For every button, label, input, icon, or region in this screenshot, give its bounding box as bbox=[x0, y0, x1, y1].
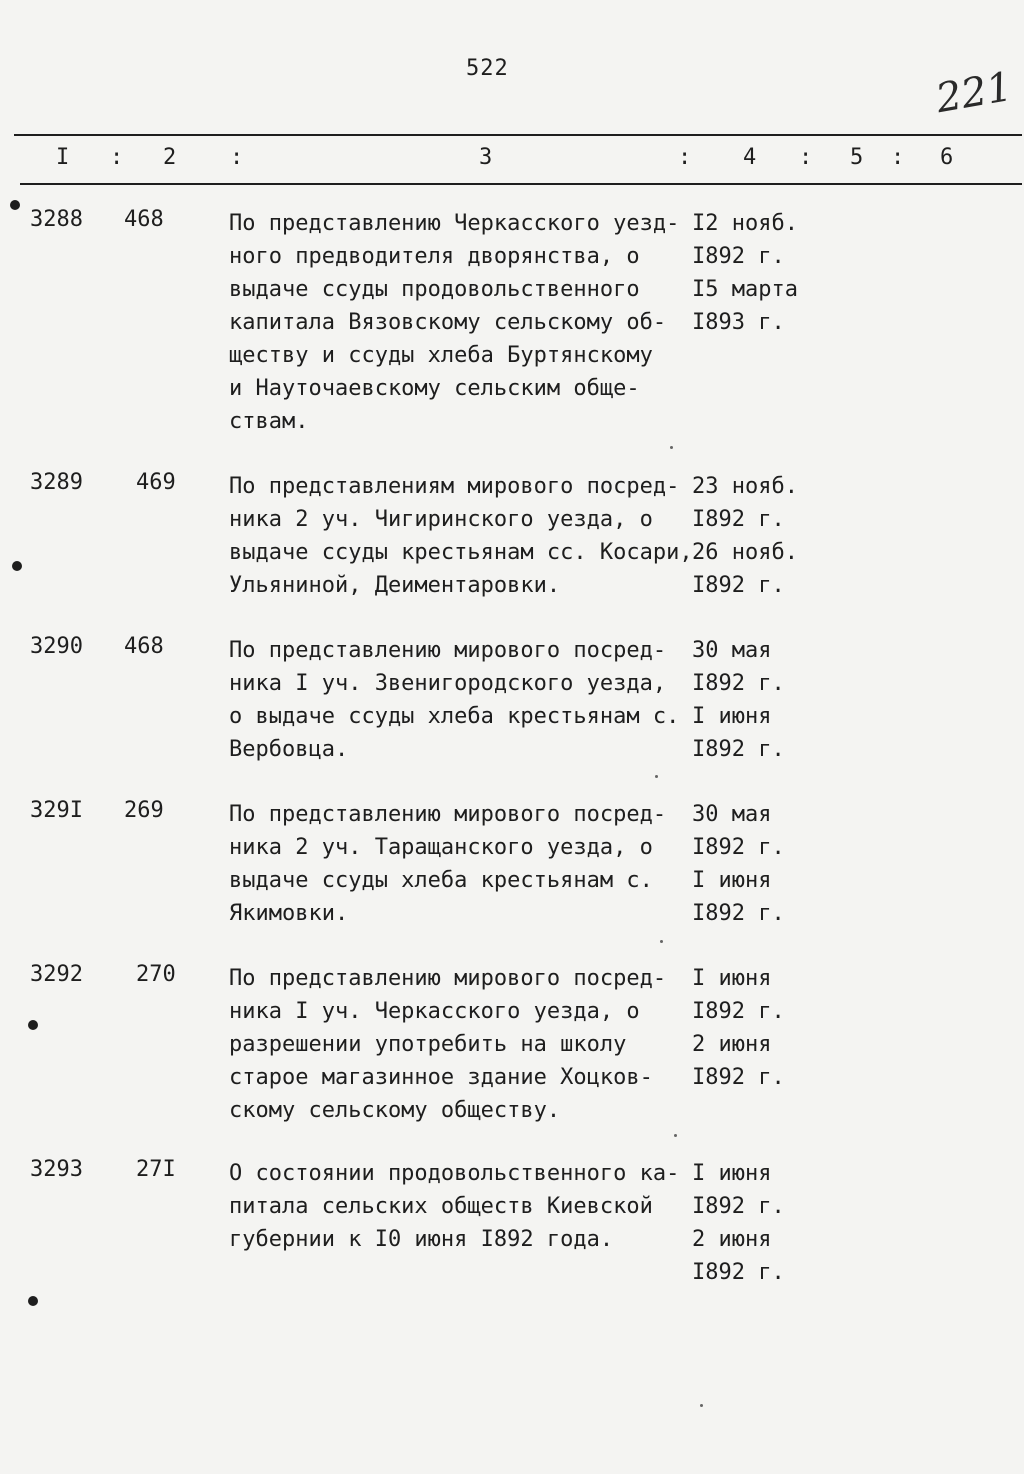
entry-description bbox=[229, 207, 689, 438]
date-line: I892 г. bbox=[692, 244, 785, 269]
date-line: I июня bbox=[692, 1161, 772, 1186]
entry-description bbox=[229, 470, 693, 602]
date-line: I июня bbox=[692, 868, 772, 893]
archive-number: 221 bbox=[932, 63, 1016, 123]
description-line: капитала Вязовскому сельскому об- bbox=[229, 310, 667, 335]
date-line: 30 мая bbox=[692, 638, 772, 663]
description-line: выдаче ссуды крестьянам сс. Косари, bbox=[229, 540, 693, 565]
binder-hole-mark bbox=[28, 1296, 38, 1306]
column-header-3: 3 bbox=[479, 145, 493, 170]
entry-number: 3288 bbox=[30, 207, 83, 232]
date-line: 26 нояб. bbox=[692, 540, 798, 565]
description-line: питала сельских обществ Киевской bbox=[229, 1194, 653, 1219]
description-line: губернии к I0 июня I892 года. bbox=[229, 1227, 614, 1252]
description-line: о выдаче ссуды хлеба крестьянам с. bbox=[229, 704, 680, 729]
header-rule-bottom bbox=[20, 183, 1022, 185]
date-line: I2 нояб. bbox=[692, 211, 798, 236]
date-line: I892 г. bbox=[692, 507, 785, 532]
description-line: Ульяниной, Деиментаровки. bbox=[229, 573, 561, 598]
entry-dates bbox=[692, 798, 832, 930]
ink-speck bbox=[655, 775, 658, 778]
date-line: I892 г. bbox=[692, 1065, 785, 1090]
entry-dates bbox=[692, 962, 832, 1094]
date-line: 23 нояб. bbox=[692, 474, 798, 499]
sheet-number: 469 bbox=[136, 470, 176, 495]
description-line: По представлению мирового посред- bbox=[229, 638, 667, 663]
entry-description bbox=[229, 962, 689, 1127]
column-header-4: 4 bbox=[743, 145, 757, 170]
column-separator: : bbox=[678, 145, 692, 170]
column-header-1: I bbox=[56, 145, 70, 170]
column-separator: : bbox=[230, 145, 244, 170]
binder-hole-mark bbox=[28, 1020, 38, 1030]
description-line: О состоянии продовольственного ка- bbox=[229, 1161, 680, 1186]
entry-description bbox=[229, 798, 689, 930]
entry-dates bbox=[692, 207, 832, 339]
description-line: ника 2 уч. Таращанского уезда, о bbox=[229, 835, 653, 860]
date-line: I892 г. bbox=[692, 1194, 785, 1219]
description-line: По представлению мирового посред- bbox=[229, 966, 667, 991]
description-line: Якимовки. bbox=[229, 901, 349, 926]
binder-hole-mark bbox=[10, 200, 20, 210]
entry-dates bbox=[692, 1157, 832, 1289]
description-line: По представлению мирового посред- bbox=[229, 802, 667, 827]
ink-speck bbox=[700, 1404, 703, 1407]
date-line: I893 г. bbox=[692, 310, 785, 335]
column-header-6: 6 bbox=[940, 145, 954, 170]
description-line: ника 2 уч. Чигиринского уезда, о bbox=[229, 507, 653, 532]
date-line: I892 г. bbox=[692, 835, 785, 860]
description-line: По представлению Черкасского уезд- bbox=[229, 211, 680, 236]
date-line: I892 г. bbox=[692, 999, 785, 1024]
date-line: 2 июня bbox=[692, 1032, 772, 1057]
description-line: выдаче ссуды хлеба крестьянам с. bbox=[229, 868, 653, 893]
description-line: По представлениям мирового посред- bbox=[229, 474, 680, 499]
entry-dates bbox=[692, 470, 832, 602]
date-line: I892 г. bbox=[692, 901, 785, 926]
page-number: 522 bbox=[466, 56, 509, 81]
entry-number: 3290 bbox=[30, 634, 83, 659]
entry-description bbox=[229, 634, 689, 766]
sheet-number: 468 bbox=[124, 207, 164, 232]
entry-number: 3292 bbox=[30, 962, 83, 987]
ink-speck bbox=[660, 940, 663, 943]
description-line: и Науточаевскому сельским обще- bbox=[229, 376, 640, 401]
entry-number: 3289 bbox=[30, 470, 83, 495]
description-line: ного предводителя дворянства, о bbox=[229, 244, 640, 269]
column-separator: : bbox=[891, 145, 905, 170]
date-line: I892 г. bbox=[692, 1260, 785, 1285]
column-separator: : bbox=[110, 145, 124, 170]
sheet-number: 269 bbox=[124, 798, 164, 823]
ink-speck bbox=[674, 1134, 677, 1137]
entry-number: 329I bbox=[30, 798, 83, 823]
sheet-number: 27I bbox=[136, 1157, 176, 1182]
date-line: I892 г. bbox=[692, 573, 785, 598]
description-line: ника I уч. Звенигородского уезда, bbox=[229, 671, 667, 696]
header-rule-top bbox=[14, 134, 1022, 136]
date-line: 30 мая bbox=[692, 802, 772, 827]
date-line: I5 марта bbox=[692, 277, 798, 302]
date-line: I июня bbox=[692, 704, 772, 729]
entry-description bbox=[229, 1157, 689, 1256]
description-line: выдаче ссуды продовольственного bbox=[229, 277, 640, 302]
description-line: ществу и ссуды хлеба Буртянскому bbox=[229, 343, 653, 368]
description-line: разрешении употребить на школу bbox=[229, 1032, 627, 1057]
entry-dates bbox=[692, 634, 832, 766]
description-line: ствам. bbox=[229, 409, 309, 434]
column-header-5: 5 bbox=[850, 145, 864, 170]
date-line: 2 июня bbox=[692, 1227, 772, 1252]
sheet-number: 468 bbox=[124, 634, 164, 659]
ink-speck bbox=[670, 446, 673, 449]
sheet-number: 270 bbox=[136, 962, 176, 987]
date-line: I892 г. bbox=[692, 671, 785, 696]
date-line: I июня bbox=[692, 966, 772, 991]
entry-number: 3293 bbox=[30, 1157, 83, 1182]
description-line: скому сельскому обществу. bbox=[229, 1098, 561, 1123]
column-header-2: 2 bbox=[163, 145, 177, 170]
date-line: I892 г. bbox=[692, 737, 785, 762]
description-line: Вербовца. bbox=[229, 737, 349, 762]
binder-hole-mark bbox=[12, 561, 22, 571]
description-line: ника I уч. Черкасского уезда, о bbox=[229, 999, 640, 1024]
column-separator: : bbox=[799, 145, 813, 170]
description-line: старое магазинное здание Хоцков- bbox=[229, 1065, 653, 1090]
